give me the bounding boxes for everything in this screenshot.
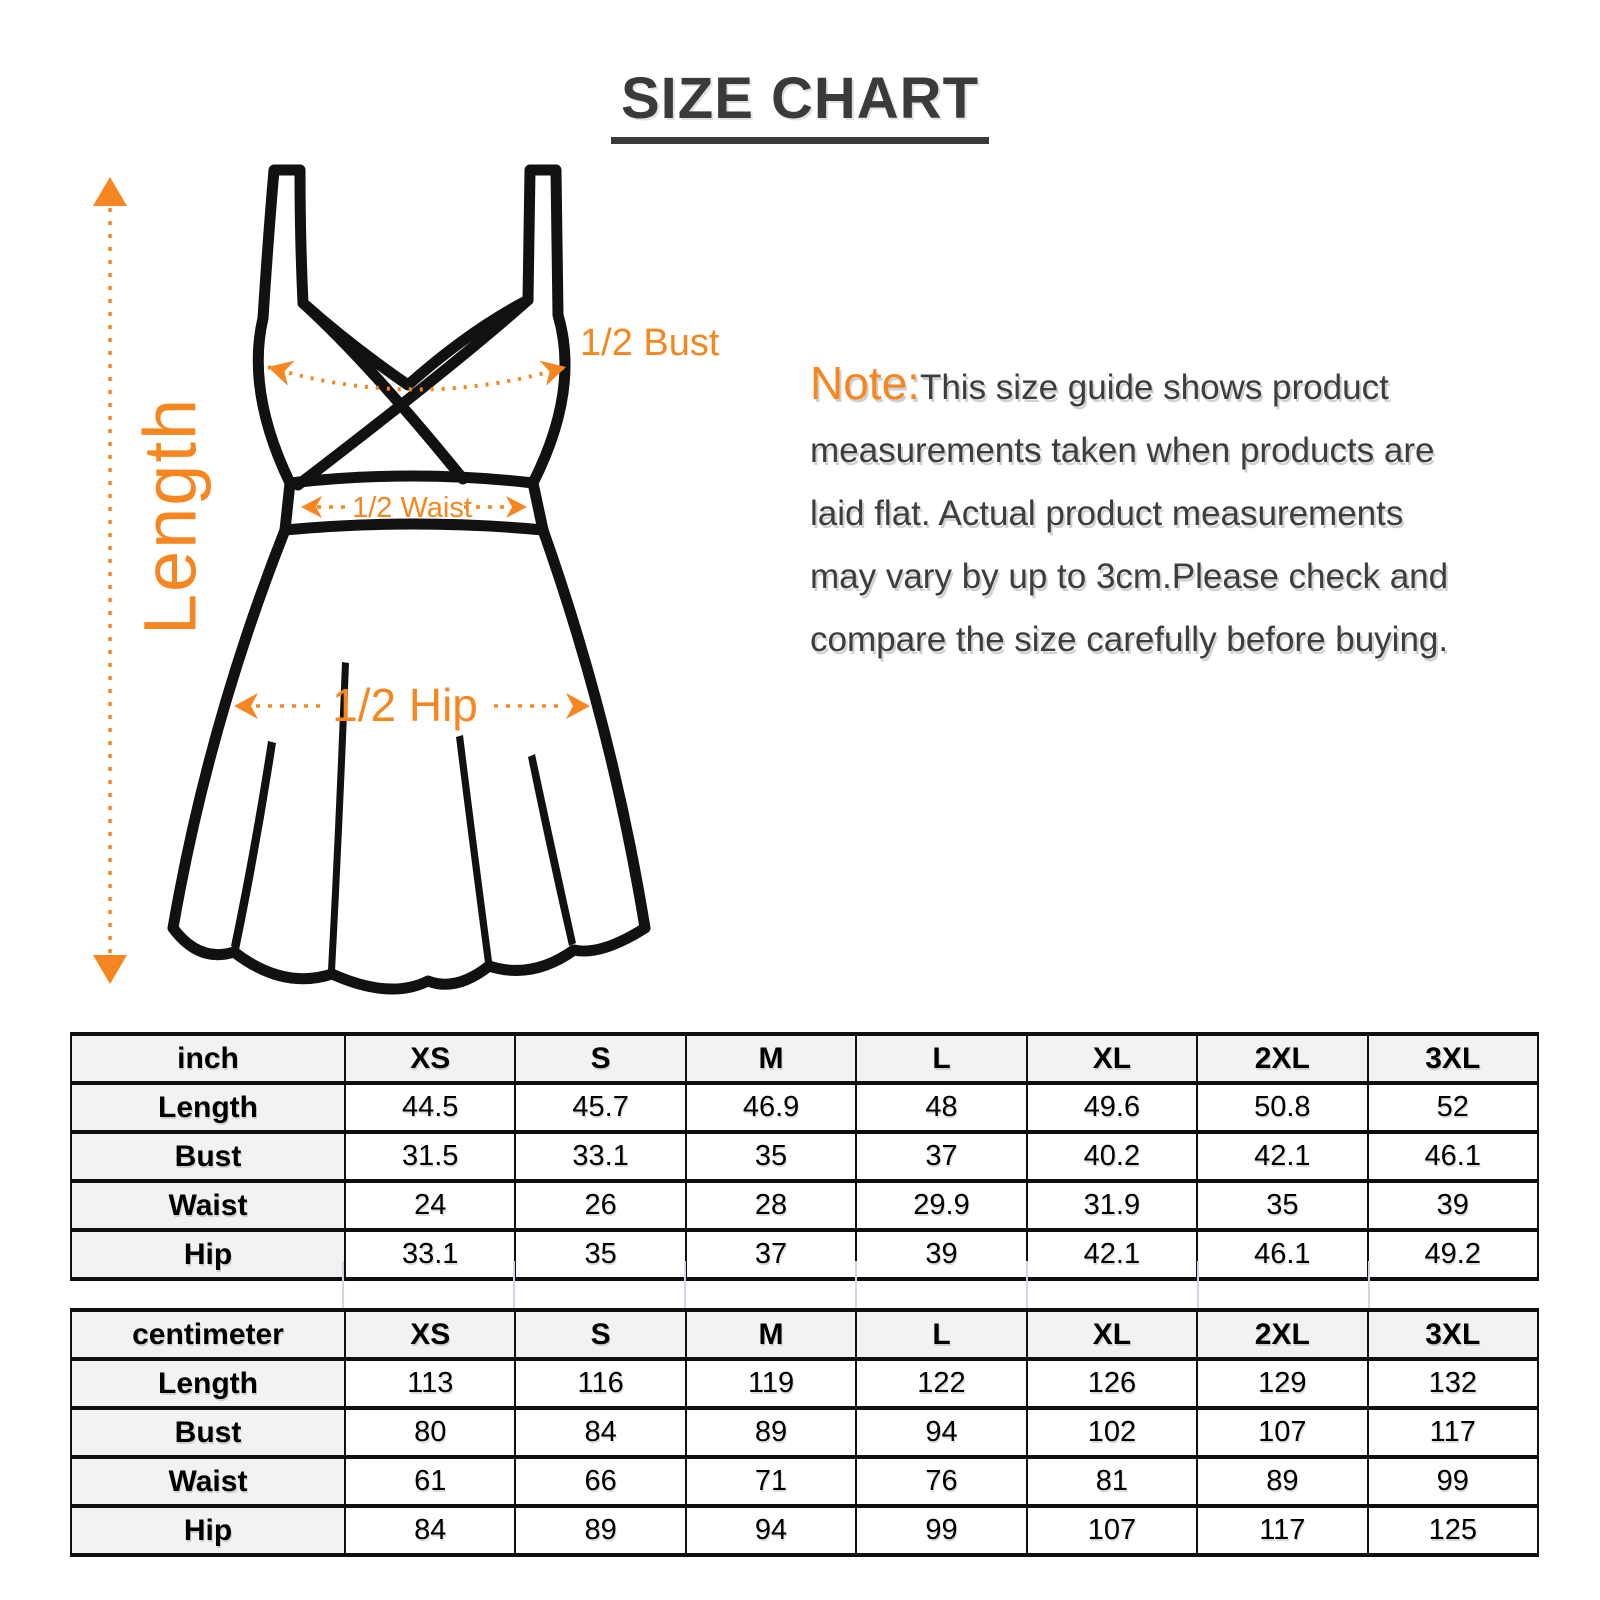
note-label: Note: bbox=[810, 357, 920, 409]
size-value-cell: 61 bbox=[345, 1457, 515, 1506]
measurement-row-label: Bust bbox=[71, 1132, 345, 1181]
measurement-row-label: Bust bbox=[71, 1408, 345, 1457]
size-column-header: XL bbox=[1027, 1034, 1197, 1083]
size-value-cell: 99 bbox=[1368, 1457, 1538, 1506]
measurement-row-label: Length bbox=[71, 1083, 345, 1132]
column-guide-line bbox=[513, 1261, 515, 1308]
size-table-inch bbox=[70, 1032, 1539, 1281]
size-value-cell: 84 bbox=[515, 1408, 685, 1457]
note-block bbox=[810, 352, 1550, 671]
size-value-cell: 113 bbox=[345, 1359, 515, 1408]
size-value-cell: 107 bbox=[1027, 1506, 1197, 1555]
size-value-cell: 45.7 bbox=[515, 1083, 685, 1132]
size-value-cell: 35 bbox=[686, 1132, 856, 1181]
size-value-cell: 76 bbox=[856, 1457, 1026, 1506]
size-value-cell: 117 bbox=[1368, 1408, 1538, 1457]
size-value-cell: 117 bbox=[1197, 1506, 1367, 1555]
unit-header: centimeter bbox=[71, 1310, 345, 1359]
table-gap-guides bbox=[70, 1261, 1539, 1308]
size-value-cell: 129 bbox=[1197, 1359, 1367, 1408]
size-column-header: 3XL bbox=[1368, 1034, 1538, 1083]
size-value-cell: 37 bbox=[856, 1132, 1026, 1181]
size-value-cell: 89 bbox=[1197, 1457, 1367, 1506]
size-value-cell: 99 bbox=[856, 1506, 1026, 1555]
size-value-cell: 116 bbox=[515, 1359, 685, 1408]
size-column-header: S bbox=[515, 1034, 685, 1083]
column-guide-line bbox=[684, 1261, 686, 1308]
dress-measurement-diagram bbox=[60, 150, 760, 1010]
column-guide-line bbox=[1026, 1261, 1028, 1308]
size-value-cell: 46.1 bbox=[1368, 1132, 1538, 1181]
measurement-row-label: Length bbox=[71, 1359, 345, 1408]
title-wrap bbox=[0, 66, 1600, 144]
size-value-cell: 125 bbox=[1368, 1506, 1538, 1555]
column-guide-line bbox=[342, 1261, 344, 1308]
column-guide-line bbox=[1368, 1261, 1370, 1308]
size-value-cell: 29.9 bbox=[856, 1181, 1026, 1230]
size-value-cell: 33.1 bbox=[515, 1132, 685, 1181]
note-line: compare the size carefully before buying. bbox=[810, 620, 1449, 659]
bust-label: 1/2 Bust bbox=[580, 322, 720, 364]
size-value-cell: 66 bbox=[515, 1457, 685, 1506]
size-column-header: XS bbox=[345, 1034, 515, 1083]
measurement-row-label: Hip bbox=[71, 1230, 345, 1279]
length-label: Length bbox=[128, 396, 212, 636]
length-arrow-up-icon bbox=[93, 177, 127, 206]
size-value-cell: 89 bbox=[686, 1408, 856, 1457]
size-table-centimeter bbox=[70, 1308, 1539, 1557]
size-value-cell: 119 bbox=[686, 1359, 856, 1408]
size-value-cell: 31.9 bbox=[1027, 1181, 1197, 1230]
size-value-cell: 42.1 bbox=[1197, 1132, 1367, 1181]
size-value-cell: 46.9 bbox=[686, 1083, 856, 1132]
size-value-cell: 107 bbox=[1197, 1408, 1367, 1457]
size-column-header: S bbox=[515, 1310, 685, 1359]
size-value-cell: 35 bbox=[1197, 1181, 1367, 1230]
size-value-cell: 44.5 bbox=[345, 1083, 515, 1132]
column-guide-line bbox=[855, 1261, 857, 1308]
size-column-header: 2XL bbox=[1197, 1310, 1367, 1359]
size-value-cell: 94 bbox=[686, 1506, 856, 1555]
size-column-header: L bbox=[856, 1034, 1026, 1083]
size-value-cell: 37 bbox=[686, 1230, 856, 1279]
size-value-cell: 94 bbox=[856, 1408, 1026, 1457]
column-guide-line bbox=[1197, 1261, 1199, 1308]
size-value-cell: 49.2 bbox=[1368, 1230, 1538, 1279]
size-value-cell: 31.5 bbox=[345, 1132, 515, 1181]
note-line: measurements taken when products are bbox=[810, 431, 1435, 470]
size-value-cell: 81 bbox=[1027, 1457, 1197, 1506]
size-value-cell: 35 bbox=[515, 1230, 685, 1279]
measurement-row-label: Waist bbox=[71, 1457, 345, 1506]
size-value-cell: 39 bbox=[1368, 1181, 1538, 1230]
size-value-cell: 24 bbox=[345, 1181, 515, 1230]
size-value-cell: 52 bbox=[1368, 1083, 1538, 1132]
size-value-cell: 39 bbox=[856, 1230, 1026, 1279]
length-arrow bbox=[93, 177, 127, 984]
size-column-header: XS bbox=[345, 1310, 515, 1359]
size-value-cell: 49.6 bbox=[1027, 1083, 1197, 1132]
size-value-cell: 42.1 bbox=[1027, 1230, 1197, 1279]
note-text: This size guide shows product bbox=[919, 368, 1389, 407]
size-value-cell: 48 bbox=[856, 1083, 1026, 1132]
note-line: laid flat. Actual product measurements bbox=[810, 494, 1404, 533]
size-value-cell: 33.1 bbox=[345, 1230, 515, 1279]
size-column-header: XL bbox=[1027, 1310, 1197, 1359]
dress-outline bbox=[173, 170, 645, 989]
size-value-cell: 84 bbox=[345, 1506, 515, 1555]
size-value-cell: 122 bbox=[856, 1359, 1026, 1408]
size-column-header: 2XL bbox=[1197, 1034, 1367, 1083]
size-value-cell: 46.1 bbox=[1197, 1230, 1367, 1279]
size-column-header: M bbox=[686, 1034, 856, 1083]
size-column-header: M bbox=[686, 1310, 856, 1359]
note-line bbox=[810, 352, 1550, 419]
waistband-bottom-line bbox=[285, 524, 543, 530]
size-value-cell: 26 bbox=[515, 1181, 685, 1230]
measurement-row-label: Hip bbox=[71, 1506, 345, 1555]
size-value-cell: 132 bbox=[1368, 1359, 1538, 1408]
size-column-header: 3XL bbox=[1368, 1310, 1538, 1359]
size-value-cell: 40.2 bbox=[1027, 1132, 1197, 1181]
size-value-cell: 71 bbox=[686, 1457, 856, 1506]
waist-label: 1/2 Waist bbox=[352, 492, 472, 524]
size-value-cell: 89 bbox=[515, 1506, 685, 1555]
size-value-cell: 50.8 bbox=[1197, 1083, 1367, 1132]
hip-label: 1/2 Hip bbox=[332, 679, 478, 731]
size-column-header: L bbox=[856, 1310, 1026, 1359]
size-value-cell: 126 bbox=[1027, 1359, 1197, 1408]
size-value-cell: 102 bbox=[1027, 1408, 1197, 1457]
unit-header: inch bbox=[71, 1034, 345, 1083]
measurement-row-label: Waist bbox=[71, 1181, 345, 1230]
length-arrow-down-icon bbox=[93, 955, 127, 984]
page-title: SIZE CHART bbox=[611, 70, 989, 144]
size-value-cell: 80 bbox=[345, 1408, 515, 1457]
note-line: may vary by up to 3cm.Please check and bbox=[810, 557, 1449, 596]
size-value-cell: 28 bbox=[686, 1181, 856, 1230]
